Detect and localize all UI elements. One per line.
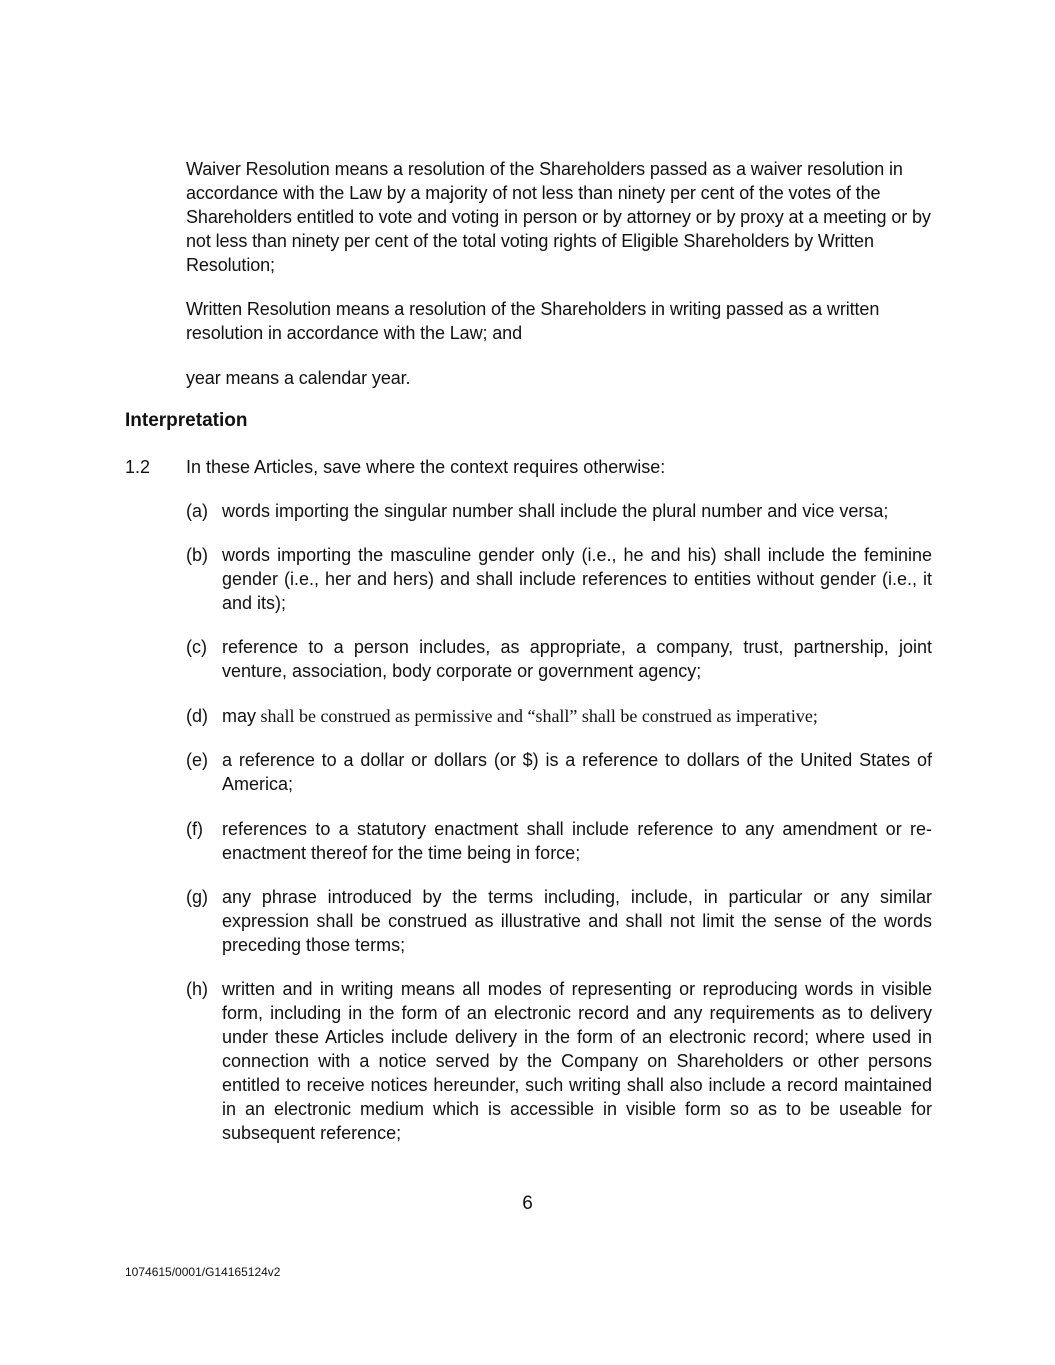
item-label: (f) [186, 819, 203, 839]
list-item-f [186, 817, 932, 865]
item-lead-term: may [222, 706, 257, 726]
page-number: 6 [522, 1193, 533, 1214]
list-item-h [186, 977, 932, 1145]
definition-written-resolution [186, 297, 931, 345]
definition-term: year [186, 368, 221, 388]
list-item-b [186, 543, 932, 615]
definition-text: means a resolution of the Shareholders passed as a waiver resolution in accordance with the Law by a majority of not less than ninety per cent of the votes of the Shareholders entitled to vote and voting in person or by attorney or by proxy at a meeting or by not less than ninety per cent of the total voting rights of Eligible Shareholders by Written Resolution; [186, 159, 931, 275]
list-item-e [186, 748, 932, 796]
clause-intro: In these Articles, save where the context requires otherwise: [186, 457, 666, 477]
definition-waiver-resolution [186, 157, 931, 277]
item-label: (h) [186, 979, 208, 999]
list-item-d [186, 704, 932, 728]
definition-text: means a calendar year. [220, 368, 411, 388]
item-text: a reference to a dollar or dollars (or $) is a reference to dollars of the United States of America; [222, 750, 932, 794]
item-label: (a) [186, 501, 208, 521]
definition-year [186, 366, 931, 390]
list-item-a [186, 499, 932, 523]
item-text: written and in writing means all modes of representing or reproducing words in visible form, including in the form of an electronic record and any requirements as to delivery under these Articles include delivery in the form of an electronic record; where used in connection with a notice served by the Company on Shareholders or other persons entitled to receive notices hereunder, such writing shall also include a record maintained in an electronic medium which is accessible in visible form so as to be useable for subsequent reference; [222, 979, 932, 1143]
item-label: (b) [186, 545, 208, 565]
item-text: references to a statutory enactment shall include reference to any amendment or re-enactment thereof for the time being in force; [222, 819, 932, 863]
definition-term: Waiver Resolution [186, 159, 330, 179]
item-label: (e) [186, 750, 208, 770]
item-text [222, 704, 932, 728]
definition-term: Written Resolution [186, 299, 331, 319]
item-label: (d) [186, 706, 208, 726]
list-item-c [186, 635, 932, 683]
definition-text: means a resolution of the Shareholders in writing passed as a written resolution in accordance with the Law; and [186, 299, 880, 343]
item-text: any phrase introduced by the terms including, include, in particular or any similar expression shall be construed as illustrative and shall not limit the sense of the words preceding those terms; [222, 887, 932, 955]
section-heading: Interpretation [125, 410, 248, 431]
item-text-serif: shall be construed as permissive and “shall” shall be construed as imperative; [256, 706, 818, 726]
item-text: reference to a person includes, as appropriate, a company, trust, partnership, joint venture, association, body corporate or government agency; [222, 637, 932, 681]
item-text: words importing the singular number shall include the plural number and vice versa; [222, 501, 889, 521]
item-text: words importing the masculine gender only (i.e., he and his) shall include the feminine gender (i.e., her and hers) and shall include references to entities without gender (i.e., it and its); [222, 545, 932, 613]
list-item-g [186, 885, 932, 957]
item-label: (g) [186, 887, 208, 907]
document-reference: 1074615/0001/G14165124v2 [125, 1265, 281, 1279]
item-label: (c) [186, 637, 207, 657]
clause-number: 1.2 [125, 457, 151, 477]
